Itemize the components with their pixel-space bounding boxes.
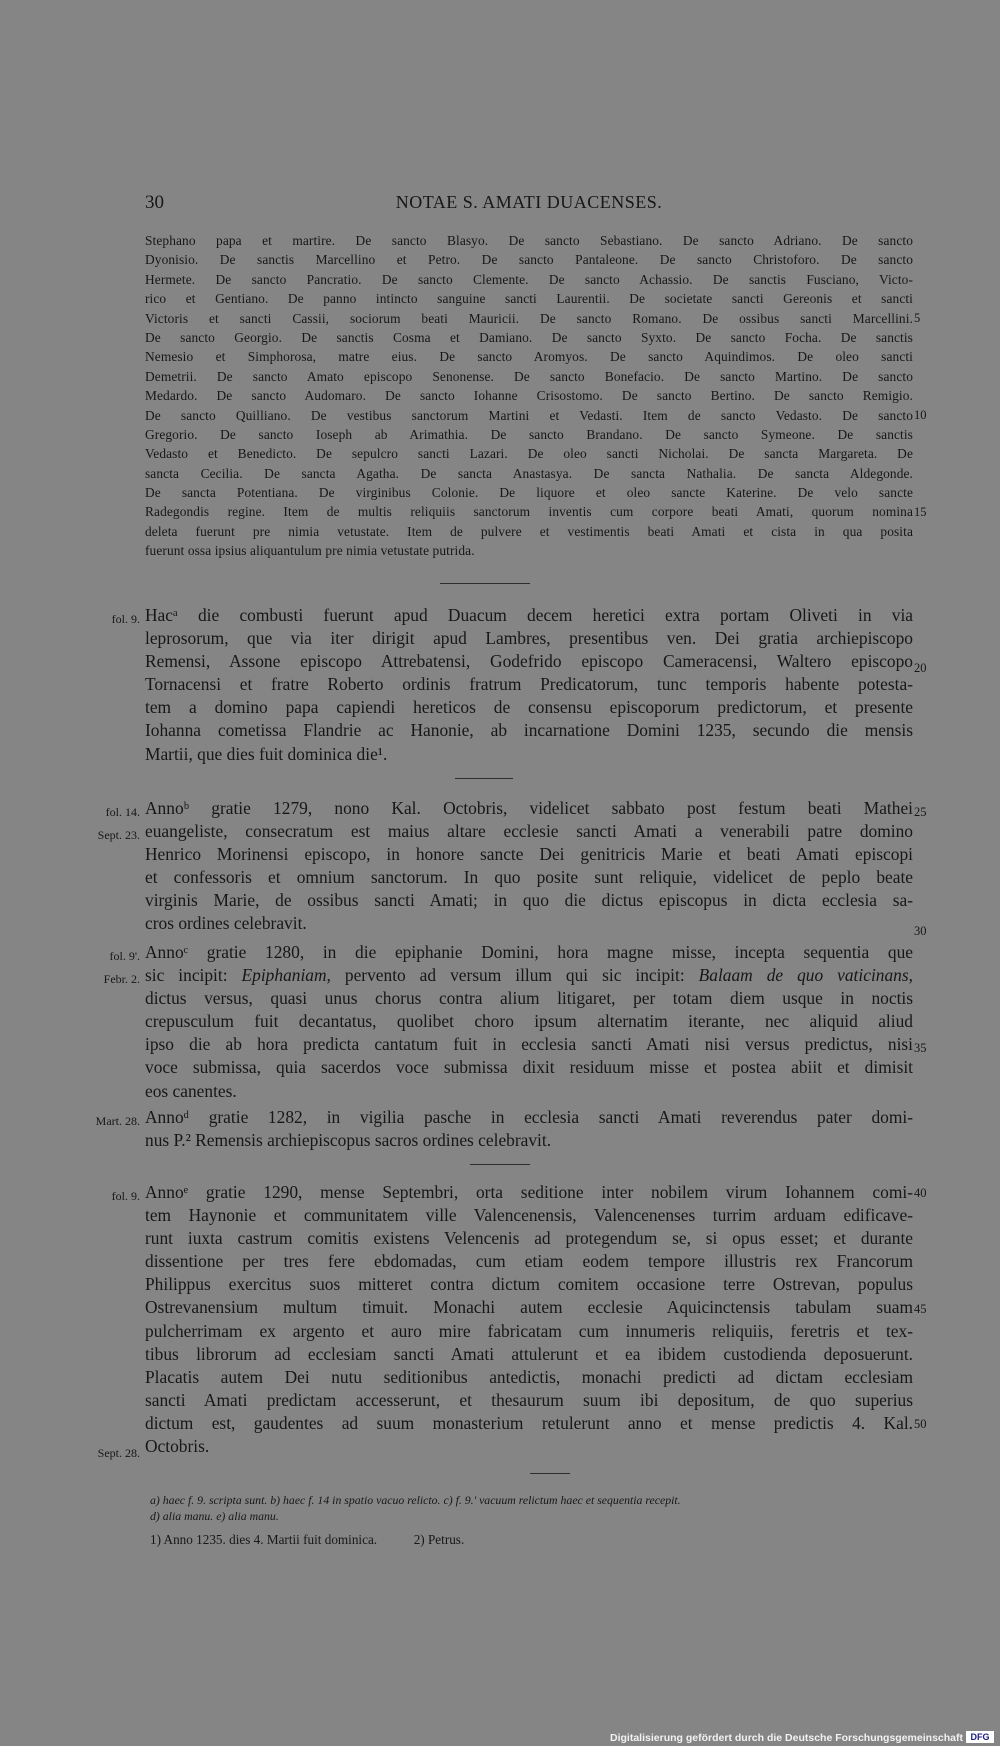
text-line: Philippus exercitus suos mitteret contra dictum comitem occasione terre Ostrevan, populus [145, 1274, 913, 1295]
text-line: tem a domino papa capiendi hereticos de consensu episcoporum predictorum, et presente [145, 697, 913, 718]
text-line: dictus versus, quasi unus chorus contra alium litigaret, per totam diem usque in noctis [145, 988, 913, 1009]
text-line: Victoris et sancti Cassii, sociorum beati Mauricii. De sancto Romano. De ossibus sancti Marcellini. [145, 310, 913, 326]
text-line: Annoᵈ gratie 1282, in vigilia pasche in ecclesia sancti Amati reverendus pater domi- [145, 1107, 913, 1127]
relic-list [145, 231, 913, 561]
text-line: crepusculum fuit decantatus, quolibet choro ipsum alternatim iterante, nec aliquid aliud [145, 1011, 913, 1032]
text-line: eos canentes. [145, 1080, 237, 1101]
line-number: 30 [914, 924, 927, 938]
text-line: nus P.² Remensis archiepiscopus sacros ordines celebravit. [145, 1130, 552, 1151]
text-line: Martii, que dies fuit dominica die¹. [145, 743, 388, 764]
page-number: 30 [145, 192, 164, 213]
margin-folio-ref: fol. 14. [105, 805, 140, 819]
separator-rule [470, 1164, 530, 1165]
text-line: De sancto Quilliano. De vestibus sanctorum Martini et Vedasti. Item de sancto Vedasto. De sancto [145, 407, 913, 423]
text-line: Annoᵉ gratie 1290, mense Septembri, orta seditione inter nobilem virum Iohannem comi- [145, 1182, 913, 1202]
text-line: Radegondis regine. Item de multis reliquiis sanctorum inventis cum corpore beati Amati, quorum nomina [145, 504, 913, 520]
text-line: Placatis autem Dei nutu seditionibus antedictis, monachi predicti ad dictam ecclesiam [145, 1366, 913, 1387]
footnote-1-text: 1) Anno 1235. dies 4. Martii fuit dominica. [150, 1532, 378, 1547]
funding-credit: Digitalisierung gefördert durch die Deutsche Forschungsgemeinschaft [610, 1732, 963, 1744]
text-line: De sancta Potentiana. De virginibus Colonie. De liquore et oleo sancte Katerine. De velo sancte [145, 485, 913, 501]
page-header [145, 192, 913, 216]
line-number: 5 [914, 310, 921, 325]
text-line: sic incipit: Epiphaniam, pervento ad versum illum qui sic incipit: Balaam de quo vaticinans, [145, 965, 913, 986]
dfg-logo: DFG [966, 1731, 994, 1743]
paragraph-1290 [145, 1181, 913, 1458]
paragraph-1279 [145, 797, 913, 936]
text-line: Ostrevanensium multum timuit. Monachi autem ecclesie Aquicinctensis tabulam suam [145, 1297, 913, 1318]
margin-folio-ref: fol. 9'. [109, 949, 140, 963]
text-line: pulcherrimam ex argento et auro mire fabricatam cum innumeris reliquiis, feretris et tex- [145, 1320, 913, 1341]
text-line: Henrico Morinensi episcopo, in honore sancte Dei genitricis Marie et beati Amati episcopi [145, 844, 913, 865]
text-line: Hacᵃ die combusti fuerunt apud Duacum decem heretici extra portam Oliveti in via [145, 605, 913, 625]
paragraph-1235 [145, 604, 913, 766]
line-number: 50 [914, 1417, 927, 1431]
margin-date: Mart. 28. [95, 1114, 140, 1128]
line-number: 35 [914, 1041, 927, 1055]
text-line: sancti Amati predictam accesserunt, et thesaurum suum ibi depositum, de quo superius [145, 1389, 913, 1410]
text-line: dissentione per tres fere ebdomadas, cum etiam eodem tempore illustris rex Francorum [145, 1251, 913, 1272]
text-line: Dyonisio. De sanctis Marcellino et Petro. De sancto Pantaleone. De sancto Christoforo. De sancto [145, 252, 913, 268]
margin-date: Sept. 28. [97, 1446, 140, 1460]
line-number: 15 [914, 504, 927, 519]
separator-rule [530, 1473, 570, 1474]
text-line: cros ordines celebravit. [145, 913, 307, 934]
text-line: virginis Marie, de ossibus sancti Amati; in quo die dictus episcopus in dicta ecclesia sa- [145, 890, 913, 911]
text-line: Hermete. De sancto Pancratio. De sancto Clemente. De sancto Achassio. De sanctis Fusciano, Victo- [145, 271, 913, 287]
text-line: et confessoris et omnium sanctorum. In quo posite sunt reliquie, videlicet de peplo beate [145, 867, 913, 888]
text-line: Nemesio et Simphorosa, matre eius. De sancto Aromyos. De sancto Aquindimos. De oleo sancti [145, 349, 913, 365]
text-line: tibus librorum ad ecclesiam sancti Amati attulerunt et ea ibidem custodienda deposuerunt. [145, 1343, 913, 1364]
incipit-italic: Epiphaniam, [241, 965, 331, 986]
line-number: 40 [914, 1186, 927, 1200]
footnote-1 [150, 1532, 464, 1548]
text-line: Remensi, Assone episcopo Attrebatensi, Godefrido episcopo Cameracensi, Waltero episcopo [145, 651, 913, 672]
text-line: leprosorum, que via iter dirigit apud Lambres, presentibus ven. Dei gratia archiepiscopo [145, 628, 913, 649]
text-line: euangeliste, consecratum est maius altare ecclesie sancti Amati a venerabili patre domino [145, 821, 913, 842]
margin-date: Sept. 23. [97, 828, 140, 842]
line-number: 45 [914, 1301, 927, 1316]
text-line: Annoᵇ gratie 1279, nono Kal. Octobris, videlicet sabbato post festum beati Mathei [145, 798, 913, 818]
margin-folio-ref: fol. 9. [111, 612, 140, 626]
text-line: Vedasto et Benedicto. De sepulcro sancti Lazari. De oleo sancti Nicholai. De sancta Margareta. De [145, 446, 913, 462]
paragraph-1282 [145, 1106, 913, 1152]
text-line: deleta fuerunt pre nimia vetustate. Item de pulvere et vestimentis beati Amati et cista in qua posita [145, 523, 913, 539]
footnote-2-text: 2) Petrus. [413, 1532, 465, 1547]
running-title: NOTAE S. AMATI DUACENSES. [395, 192, 663, 212]
text-line: Stephano papa et martire. De sancto Blasyo. De sancto Sebastiano. De sancto Adriano. De sancto [145, 233, 913, 248]
margin-date: Febr. 2. [103, 972, 140, 986]
text-line: Medardo. De sancto Audomaro. De sancto Iohanne Crisostomo. De sancto Bertino. De sancto Remigio. [145, 388, 913, 404]
text-line: Tornacensi et fratre Roberto ordinis fratrum Predicatorum, tunc temporis habente potesta- [145, 674, 913, 695]
text-line: Annoᶜ gratie 1280, in die epiphanie Domini, hora magne misse, incepta sequentia que [145, 942, 913, 962]
text-line: tem Haynonie et communitatem ville Valencenensis, Valencenenses turrim arduam edificave- [145, 1205, 913, 1226]
text-line: rico et Gentiano. De panno intincto sanguine sancti Laurentii. De societate sancti Gereonis et sancti [145, 291, 913, 307]
text-line: Octobris. [145, 1436, 210, 1457]
text-line: De sancto Georgio. De sanctis Cosma et Damiano. De sancto Syxto. De sancto Focha. De sanctis [145, 329, 913, 345]
line-number: 20 [914, 661, 927, 675]
text-line: Gregorio. De sancto Ioseph ab Arimathia. De sancto Brandano. De sancto Symeone. De sanctis [145, 426, 913, 442]
text-line: dictum est, gaudentes ad suum monasterium retulerunt anno et mense predictis 4. Kal. [145, 1412, 913, 1433]
text-line: ipso die ab hora predicta cantatum fuit in ecclesia sancti Amati nisi versus predictus, nisi [145, 1034, 913, 1055]
line-number: 10 [914, 407, 927, 422]
text-line: runt iuxta castrum comitis existens Velencenis ad protegendum se, si opus esset; et durante [145, 1228, 913, 1249]
apparatus-line-1: a) haec f. 9. scripta sunt. b) haec f. 14 in spatio vacuo relicto. c) f. 9.' vacuum relictum haec et sequentia recepit. [150, 1493, 681, 1507]
text-line: voce submissa, quia sacerdos voce submissa dixit residuum misse et postea abiit et dimisit [145, 1057, 913, 1078]
apparatus-line-2: d) alia manu. e) alia manu. [150, 1509, 279, 1523]
incipit-italic: Balaam de quo vaticinans, [698, 965, 913, 986]
text-line: Demetrii. De sancto Amato episcopo Senonense. De sancto Bonefacio. De sancto Martino. De sancto [145, 368, 913, 384]
separator-rule [440, 583, 530, 584]
text-line: Iohanna cometissa Flandrie ac Hanonie, ab incarnatione Domini 1235, secundo die mensis [145, 720, 913, 741]
line-number: 25 [914, 805, 927, 819]
margin-folio-ref: fol. 9. [111, 1189, 140, 1203]
text-line: fuerunt ossa ipsius aliquantulum pre nimia vetustate putrida. [145, 543, 475, 559]
text-line: sancta Cecilia. De sancta Agatha. De sancta Anastasya. De sancta Nathalia. De sancta Aldegonde. [145, 465, 913, 481]
paragraph-1280 [145, 941, 913, 1103]
separator-rule [455, 778, 513, 779]
